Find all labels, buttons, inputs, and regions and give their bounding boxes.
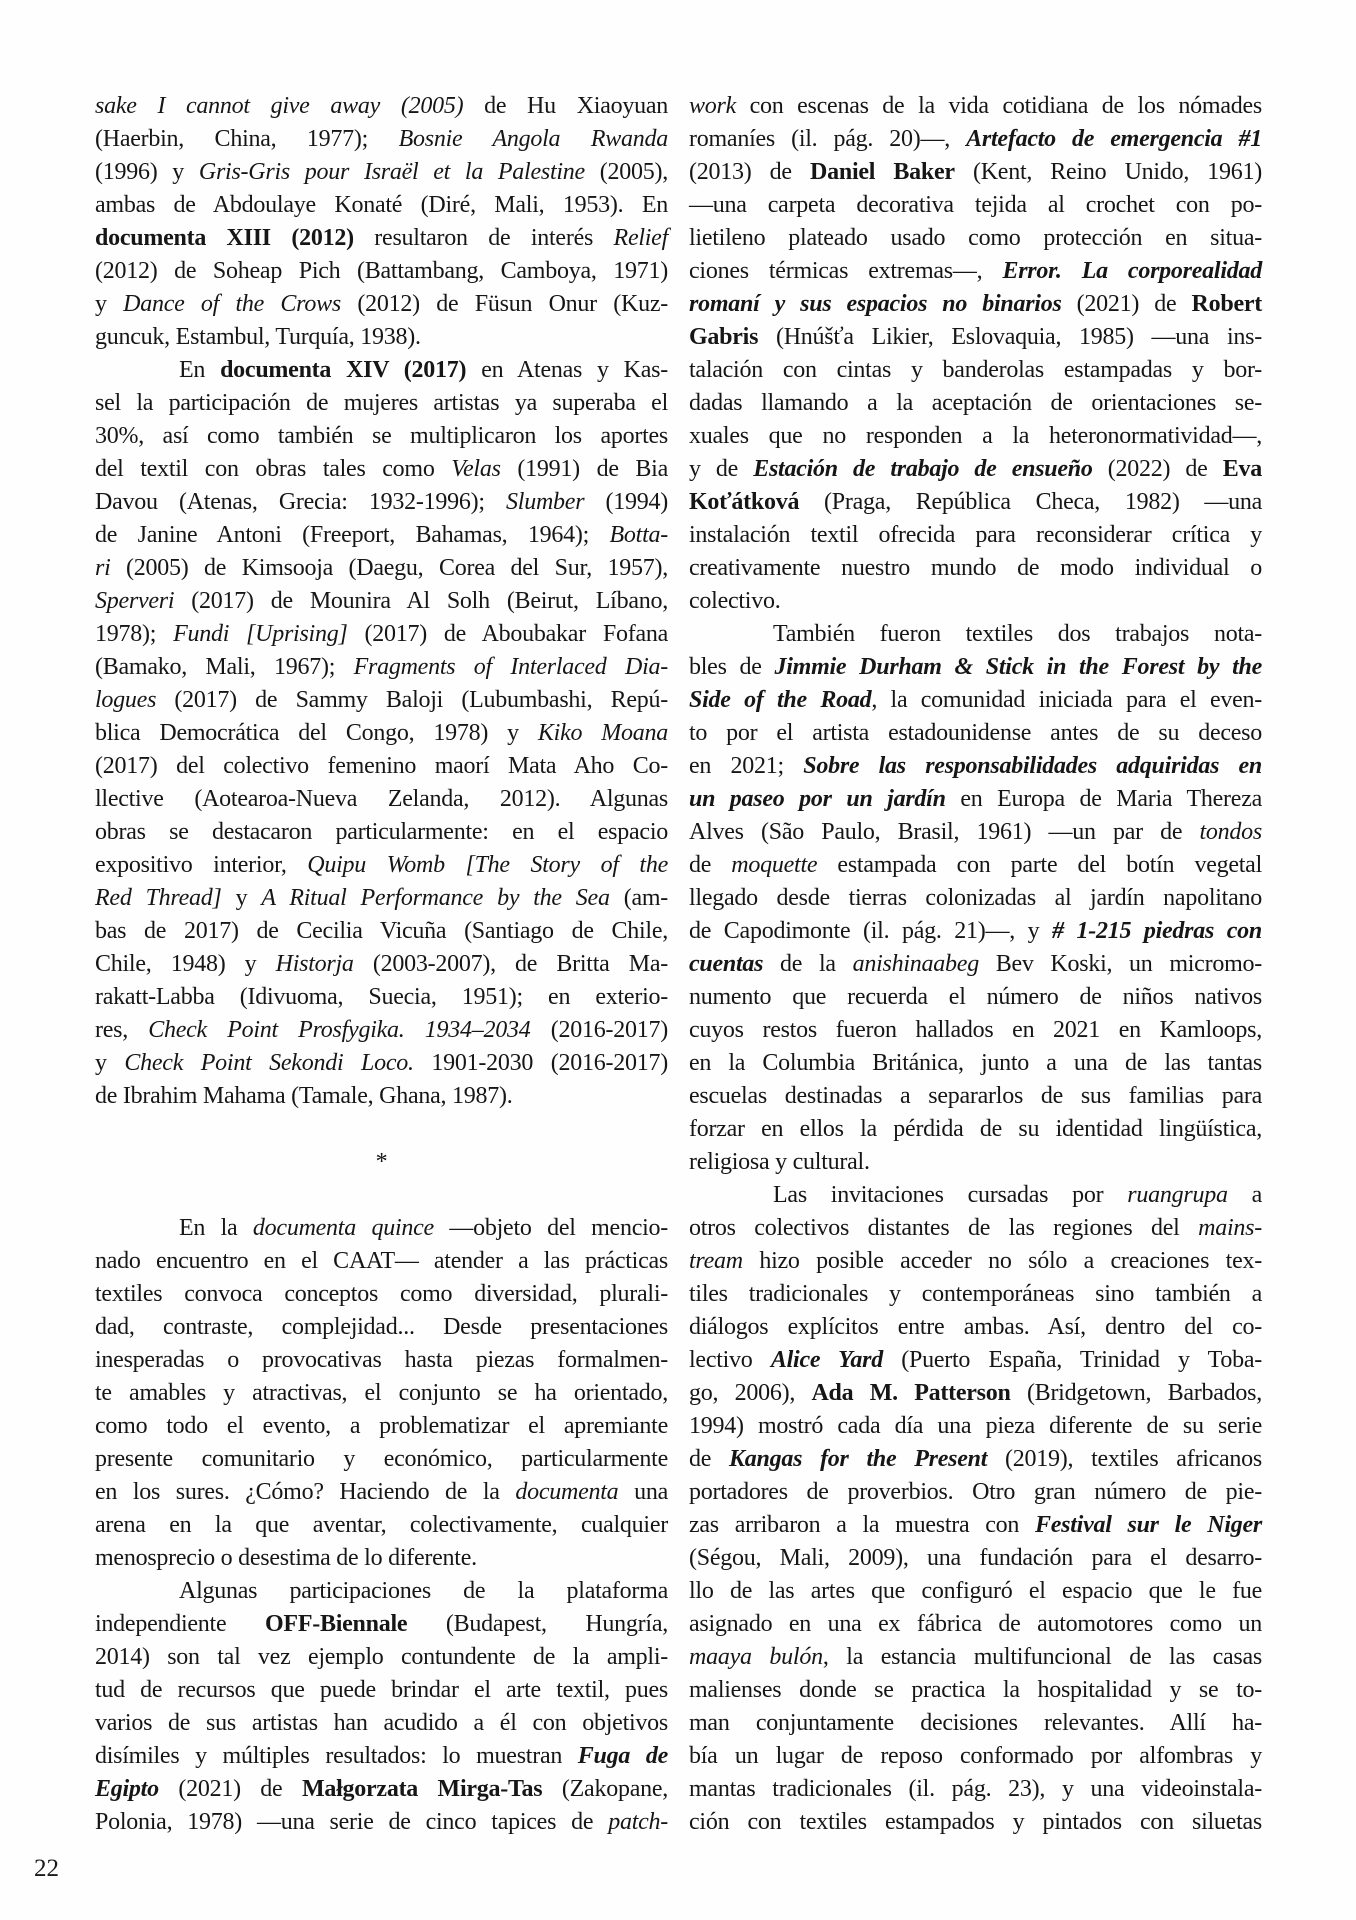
text-line (689, 1443, 1262, 1476)
text-line (95, 1080, 668, 1113)
text-segment: con escenas de la vida cotidiana de los nómades (736, 93, 1262, 119)
text-segment: escuelas destinadas a separarlos de sus familias para (689, 1083, 1262, 1109)
text-segment: textiles convoca conceptos como diversidad, plurali- (95, 1281, 668, 1307)
text-segment: Las invitaciones cursadas por (773, 1182, 1128, 1208)
text-line (689, 1641, 1262, 1674)
text-line (689, 1740, 1262, 1773)
text-segment: cuyos restos fueron hallados en 2021 en Kamloops, (689, 1017, 1262, 1043)
text-segment: 1994) mostró cada día una pieza diferente de su serie (689, 1413, 1262, 1439)
text-segment: ambas de Abdoulaye Konaté (Diré, Mali, 1953). En (95, 192, 668, 218)
text-segment: Fundi [Uprising] (173, 621, 348, 647)
text-segment: ciones térmicas extremas—, (689, 258, 1003, 284)
text-segment: en la Columbia Británica, junto a una de las tantas (689, 1050, 1262, 1076)
text-line (689, 1311, 1262, 1344)
text-segment: presente comunitario y económico, particularmente (95, 1446, 668, 1472)
text-line (689, 1608, 1262, 1641)
text-line (689, 156, 1262, 189)
text-segment: (Bridgetown, Barbados, (1010, 1380, 1262, 1406)
text-segment: de Ibrahim Mahama (Tamale, Ghana, 1987). (95, 1083, 513, 1109)
text-segment: bía un lugar de reposo conformado por alfombras y (689, 1743, 1262, 1769)
text-segment: mantas tradicionales (il. pág. 23), y una videoinstala- (689, 1776, 1262, 1802)
text-segment: Velas (451, 456, 501, 482)
text-segment: También fueron textiles dos trabajos nota- (773, 621, 1262, 647)
text-segment: logues (95, 687, 157, 713)
text-line (95, 1311, 668, 1344)
text-segment: A Ritual Performance by the Sea (261, 885, 610, 911)
text-line (95, 387, 668, 420)
text-line (689, 255, 1262, 288)
text-segment: Botta- (609, 522, 668, 548)
text-line (95, 816, 668, 849)
text-line (689, 816, 1262, 849)
text-segment: en los sures. ¿Cómo? Haciendo de la (95, 1479, 516, 1505)
text-line (95, 618, 668, 651)
blank-line (95, 1113, 668, 1146)
text-segment: Jimmie Durham & Stick in the Forest by the (774, 654, 1263, 680)
text-line (689, 882, 1262, 915)
text-line (95, 1641, 668, 1674)
text-line (95, 1740, 668, 1773)
text-line (95, 1542, 668, 1575)
text-line (95, 981, 668, 1014)
text-segment: Robert (1191, 291, 1262, 317)
text-segment: llective (Aotearoa-Nueva Zelanda, 2012). Algunas (95, 786, 668, 812)
text-segment: Gabris (689, 324, 759, 350)
text-segment: (2005) de Kimsooja (Daegu, Corea del Sur, 1957), (110, 555, 668, 581)
text-segment: Historja (275, 951, 354, 977)
text-segment: (2012) de Soheap Pich (Battambang, Camboya, 1971) (95, 258, 668, 284)
text-line (95, 915, 668, 948)
text-line (689, 981, 1262, 1014)
text-segment: varios de sus artistas han acudido a él con objetivos (95, 1710, 668, 1736)
text-segment: (1994) (584, 489, 669, 515)
text-segment: —objeto del mencio- (433, 1215, 669, 1241)
text-segment: Kangas for the Present (729, 1446, 988, 1472)
text-segment: forzar en ellos la pérdida de su identidad lingüística, (689, 1116, 1262, 1142)
text-segment: (Hnúšťa Likier, Eslovaquia, 1985) —una ins- (758, 324, 1262, 350)
text-segment: Kiko Moana (537, 720, 668, 746)
text-segment: , la comunidad iniciada para el even- (871, 687, 1262, 713)
text-segment: ción con textiles estampados y pintados con siluetas (689, 1809, 1262, 1835)
text-column-left (95, 90, 668, 1839)
text-segment: arena en la que aventar, colectivamente, cualquier (95, 1512, 668, 1538)
text-segment: OFF-Biennale (264, 1611, 408, 1637)
text-segment: Error. La corporealidad (1002, 258, 1263, 284)
text-segment: nado encuentro en el CAAT— atender a las prácticas (95, 1248, 668, 1274)
text-line (689, 1245, 1262, 1278)
text-segment: de (689, 1446, 730, 1472)
text-line (95, 420, 668, 453)
text-line (95, 519, 668, 552)
text-segment: Fragments of Interlaced Dia- (353, 654, 668, 680)
text-line (95, 354, 668, 387)
text-segment: (2005), (584, 159, 669, 185)
text-line (95, 750, 668, 783)
text-segment: Alves (São Paulo, Brasil, 1961) —un par de (689, 819, 1200, 845)
text-segment: asignado en una ex fábrica de automotores como un (689, 1611, 1262, 1637)
text-segment: , la estancia multifuncional de las casas (822, 1644, 1263, 1670)
text-line (95, 585, 668, 618)
text-segment: Sobre las responsabilidades adquiridas en (803, 753, 1262, 779)
text-segment: (2021) de (1061, 291, 1192, 317)
text-line (689, 1410, 1262, 1443)
text-segment: creativamente nuestro mundo de modo individual o (689, 555, 1262, 581)
text-line (689, 486, 1262, 519)
text-line (95, 90, 668, 123)
text-segment: Chile, 1948) y (95, 951, 276, 977)
text-segment: Alice Yard (770, 1347, 883, 1373)
text-segment: (2017) de Sammy Baloji (Lubumbashi, Repú- (156, 687, 668, 713)
text-segment: te amables y atractivas, el conjunto se ha orientado, (95, 1380, 668, 1406)
text-segment: rakatt-Labba (Idivuoma, Suecia, 1951); en exterio- (95, 984, 668, 1010)
page-number: 22 (34, 1855, 59, 1882)
text-line (95, 156, 668, 189)
text-segment: Festival sur le Niger (1034, 1512, 1262, 1538)
text-segment: Davou (Atenas, Grecia: 1932-1996); (95, 489, 507, 515)
text-segment: documenta XIV (2017) (220, 357, 467, 383)
text-segment: en Atenas y Kas- (466, 357, 668, 383)
text-segment: 1978); (95, 621, 174, 647)
text-segment: # 1-215 piedras con (1052, 918, 1262, 944)
text-line (689, 783, 1262, 816)
text-line (689, 1212, 1262, 1245)
text-line (689, 552, 1262, 585)
text-segment: a (1227, 1182, 1263, 1208)
text-segment: dad, contraste, complejidad... Desde presentaciones (95, 1314, 668, 1340)
text-line (95, 717, 668, 750)
text-segment: res, (95, 1017, 149, 1043)
text-segment: (Zakopane, (542, 1776, 668, 1802)
text-segment: malienses donde se practica la hospitalidad y se to- (689, 1677, 1262, 1703)
text-line (689, 585, 1262, 618)
text-line (95, 948, 668, 981)
text-segment: 1901-2030 (2016-2017) (413, 1050, 668, 1076)
text-line (95, 222, 668, 255)
text-line (95, 1014, 668, 1047)
text-segment: y (95, 291, 124, 317)
text-segment: (Praga, República Checa, 1982) —una (799, 489, 1262, 515)
text-line (95, 189, 668, 222)
text-line (689, 1707, 1262, 1740)
text-segment: Artefacto de emergencia #1 (966, 126, 1263, 152)
text-column-right (689, 90, 1262, 1839)
text-segment: obras se destacaron particularmente: en el espacio (95, 819, 668, 845)
text-segment: tud de recursos que puede brindar el arte textil, pues (95, 1677, 668, 1703)
text-segment: hizo posible acceder no sólo a creaciones tex- (742, 1248, 1262, 1274)
text-line (95, 1806, 668, 1839)
text-segment: Koťátková (689, 489, 800, 515)
text-segment: Polonia, 1978) —una serie de cinco tapices de (95, 1809, 609, 1835)
text-segment: ri (95, 555, 111, 581)
text-segment: talación con cintas y banderolas estampadas y bor- (689, 357, 1262, 383)
text-segment: Dance of the Crows (123, 291, 341, 317)
text-segment: de la (763, 951, 853, 977)
text-line (95, 1443, 668, 1476)
text-segment: En (179, 357, 221, 383)
text-line (689, 1575, 1262, 1608)
text-segment: Daniel Baker (810, 159, 955, 185)
text-line (689, 1146, 1262, 1179)
text-segment: documenta quince (252, 1215, 434, 1241)
text-line (689, 90, 1262, 123)
text-line (95, 552, 668, 585)
text-line (689, 420, 1262, 453)
text-segment: como todo el evento, a problematizar el apremiante (95, 1413, 668, 1439)
text-segment: en 2021; (689, 753, 804, 779)
text-segment: (2003-2007), de Britta Ma- (353, 951, 668, 977)
text-segment: Sperveri (95, 588, 175, 614)
text-line (95, 684, 668, 717)
text-segment: expositivo interior, (95, 852, 308, 878)
text-segment: (2021) de (158, 1776, 302, 1802)
text-line (689, 1047, 1262, 1080)
text-segment: un paseo por un jardín (689, 786, 946, 812)
text-segment: work (689, 93, 736, 119)
text-segment: Check Point Prosfygika. 1934–2034 (148, 1017, 531, 1043)
text-line (95, 651, 668, 684)
text-line (689, 1080, 1262, 1113)
text-segment: Red Thread] (95, 885, 222, 911)
text-segment: Check Point Sekondi Loco. (124, 1050, 414, 1076)
text-line (689, 1674, 1262, 1707)
text-line (689, 684, 1262, 717)
text-line (95, 1410, 668, 1443)
text-segment: romaní y sus espacios no binarios (689, 291, 1062, 317)
text-segment: una (618, 1479, 668, 1505)
text-line (689, 288, 1262, 321)
text-line (95, 1212, 668, 1245)
text-segment: zas arribaron a la muestra con (689, 1512, 1035, 1538)
text-segment: guncuk, Estambul, Turquía, 1938). (95, 324, 421, 350)
text-segment: (Puerto España, Trinidad y Toba- (882, 1347, 1263, 1373)
text-line (95, 1608, 668, 1641)
text-segment: Eva (1222, 456, 1263, 482)
text-segment: Małgorzata Mirga-Tas (301, 1776, 543, 1802)
text-line (689, 651, 1262, 684)
text-segment: * (375, 1149, 388, 1175)
text-line (689, 123, 1262, 156)
text-segment: (am- (609, 885, 669, 911)
text-segment: patch- (608, 1809, 668, 1835)
text-segment: sel la participación de mujeres artistas ya superaba el (95, 390, 668, 416)
text-line (95, 288, 668, 321)
text-segment: xuales que no responden a la heteronormatividad—, (689, 423, 1262, 449)
text-line (689, 1014, 1262, 1047)
text-segment: (1996) y (95, 159, 199, 185)
text-segment: Fuga de (577, 1743, 668, 1769)
text-segment: documenta (515, 1479, 619, 1505)
text-segment: man conjuntamente decisiones relevantes. Allí ha- (689, 1710, 1262, 1736)
text-segment: (Ségou, Mali, 2009), una fundación para el desarro- (689, 1545, 1262, 1571)
text-line (95, 255, 668, 288)
text-columns (95, 90, 1262, 1839)
text-segment: (2022) de (1092, 456, 1223, 482)
text-line (95, 1707, 668, 1740)
text-segment: portadores de proverbios. Otro gran número de pie- (689, 1479, 1262, 1505)
text-segment: moquette (731, 852, 818, 878)
text-segment: sake I cannot give away (2005) (95, 93, 464, 119)
text-segment: 30%, así como también se multiplicaron los aportes (95, 423, 668, 449)
text-segment: (Budapest, Hungría, (407, 1611, 668, 1637)
text-segment: Bev Koski, un micromo- (978, 951, 1262, 977)
text-line (689, 387, 1262, 420)
text-segment: 2014) son tal vez ejemplo contundente de la ampli- (95, 1644, 668, 1670)
text-line (689, 1806, 1262, 1839)
text-segment: documenta XIII (2012) (95, 225, 354, 251)
text-line (689, 354, 1262, 387)
text-segment: y de (689, 456, 754, 482)
text-segment: religiosa y cultural. (689, 1149, 870, 1175)
text-segment: de Janine Antoni (Freeport, Bahamas, 1964); (95, 522, 610, 548)
text-segment: (1991) de Bia (500, 456, 668, 482)
text-line (95, 1674, 668, 1707)
text-line (689, 519, 1262, 552)
text-segment: otros colectivos distantes de las regiones del (689, 1215, 1199, 1241)
text-segment: (2017) de Aboubakar Fofana (347, 621, 668, 647)
text-segment: dadas llamando a la aceptación de orientaciones se- (689, 390, 1262, 416)
text-line (95, 882, 668, 915)
text-segment: (2013) de (689, 159, 811, 185)
text-line (95, 849, 668, 882)
text-segment: en Europa de Maria Thereza (945, 786, 1263, 812)
text-line (95, 321, 668, 354)
text-segment: Algunas participaciones de la plataforma (179, 1578, 668, 1604)
text-segment: Relief (613, 225, 668, 251)
text-segment: blica Democrática del Congo, 1978) y (95, 720, 538, 746)
text-line (689, 717, 1262, 750)
text-line (689, 1542, 1262, 1575)
text-line (95, 1278, 668, 1311)
text-segment: lectivo (689, 1347, 771, 1373)
text-segment: maaya bulón (689, 1644, 823, 1670)
text-segment: y (221, 885, 262, 911)
text-segment: (2012) de Füsun Onur (Kuz- (340, 291, 668, 317)
text-segment: de Capodimonte (il. pág. 21)—, y (689, 918, 1053, 944)
text-segment: tream (689, 1248, 743, 1274)
text-segment: (2019), textiles africanos (987, 1446, 1263, 1472)
text-line (95, 1773, 668, 1806)
text-segment: y (95, 1050, 125, 1076)
text-segment: En la (179, 1215, 253, 1241)
text-line (689, 750, 1262, 783)
text-segment: menosprecio o desestima de lo diferente. (95, 1545, 477, 1571)
text-segment: (2016-2017) (530, 1017, 669, 1043)
text-line (95, 1047, 668, 1080)
text-line (95, 1509, 668, 1542)
text-segment: estampada con parte del botín vegetal (817, 852, 1262, 878)
text-segment: (Bamako, Mali, 1967); (95, 654, 354, 680)
text-segment: mains- (1198, 1215, 1262, 1241)
text-line (689, 1179, 1262, 1212)
text-segment: (Kent, Reino Unido, 1961) (954, 159, 1262, 185)
text-line (95, 486, 668, 519)
text-segment: Bosnie Angola Rwanda (398, 126, 668, 152)
text-segment: —una carpeta decorativa tejida al crochet con po- (689, 192, 1262, 218)
blank-line (95, 1179, 668, 1212)
text-segment: bas de 2017) de Cecilia Vicuña (Santiago de Chile, (95, 918, 668, 944)
text-line (689, 1509, 1262, 1542)
text-segment: inesperadas o provocativas hasta piezas formalmen- (95, 1347, 668, 1373)
text-line (689, 189, 1262, 222)
text-segment: de Hu Xiaoyuan (463, 93, 668, 119)
text-segment: numento que recuerda el número de niños nativos (689, 984, 1262, 1010)
text-segment: cuentas (689, 951, 764, 977)
text-line (689, 1377, 1262, 1410)
text-segment: tondos (1199, 819, 1262, 845)
text-line (95, 123, 668, 156)
text-segment: diálogos explícitos entre ambas. Así, dentro del co- (689, 1314, 1262, 1340)
text-segment: (Haerbin, China, 1977); (95, 126, 399, 152)
text-line (689, 948, 1262, 981)
text-segment: Ada M. Patterson (811, 1380, 1011, 1406)
text-segment: tiles tradicionales y contemporáneas sino también a (689, 1281, 1262, 1307)
text-segment: Slumber (506, 489, 585, 515)
text-segment: llo de las artes que configuró el espacio que le fue (689, 1578, 1262, 1604)
text-segment: Egipto (95, 1776, 159, 1802)
text-line (95, 453, 668, 486)
text-line (689, 1344, 1262, 1377)
text-segment: go, 2006), (689, 1380, 812, 1406)
text-line (95, 1476, 668, 1509)
text-segment: colectivo. (689, 588, 781, 614)
text-line (689, 321, 1262, 354)
text-line (95, 1575, 668, 1608)
text-segment: (2017) del colectivo femenino maorí Mata Aho Co- (95, 753, 668, 779)
text-segment: Side of the Road (689, 687, 872, 713)
text-segment: ruangrupa (1127, 1182, 1228, 1208)
text-line (95, 783, 668, 816)
text-segment: resultaron de interés (353, 225, 614, 251)
text-line (689, 618, 1262, 651)
text-line (689, 453, 1262, 486)
text-segment: anishinaabeg (852, 951, 979, 977)
text-segment: Estación de trabajo de ensueño (753, 456, 1093, 482)
text-line (689, 1773, 1262, 1806)
text-line (689, 849, 1262, 882)
text-segment: Gris-Gris pour Israël et la Palestine (198, 159, 585, 185)
text-line (689, 1476, 1262, 1509)
text-line (95, 1344, 668, 1377)
text-segment: instalación textil ofrecida para reconsiderar crítica y (689, 522, 1262, 548)
text-segment: Quipu Womb [The Story of the (307, 852, 668, 878)
text-segment: (2017) de Mounira Al Solh (Beirut, Líbano, (174, 588, 668, 614)
section-separator (95, 1146, 668, 1179)
text-segment: llegado desde tierras colonizadas al jardín napolitano (689, 885, 1262, 911)
text-segment: independiente (95, 1611, 265, 1637)
text-line (95, 1377, 668, 1410)
text-segment: del textil con obras tales como (95, 456, 452, 482)
text-segment: disímiles y múltiples resultados: lo muestran (95, 1743, 578, 1769)
text-line (689, 1113, 1262, 1146)
text-segment: de (689, 852, 732, 878)
text-segment: lietileno plateado usado como protección en situa- (689, 225, 1262, 251)
text-line (689, 222, 1262, 255)
text-line (95, 1245, 668, 1278)
text-line (689, 1278, 1262, 1311)
text-segment: romaníes (il. pág. 20)—, (689, 126, 967, 152)
text-line (689, 915, 1262, 948)
text-segment: bles de (689, 654, 775, 680)
text-segment: to por el artista estadounidense antes de su deceso (689, 720, 1262, 746)
